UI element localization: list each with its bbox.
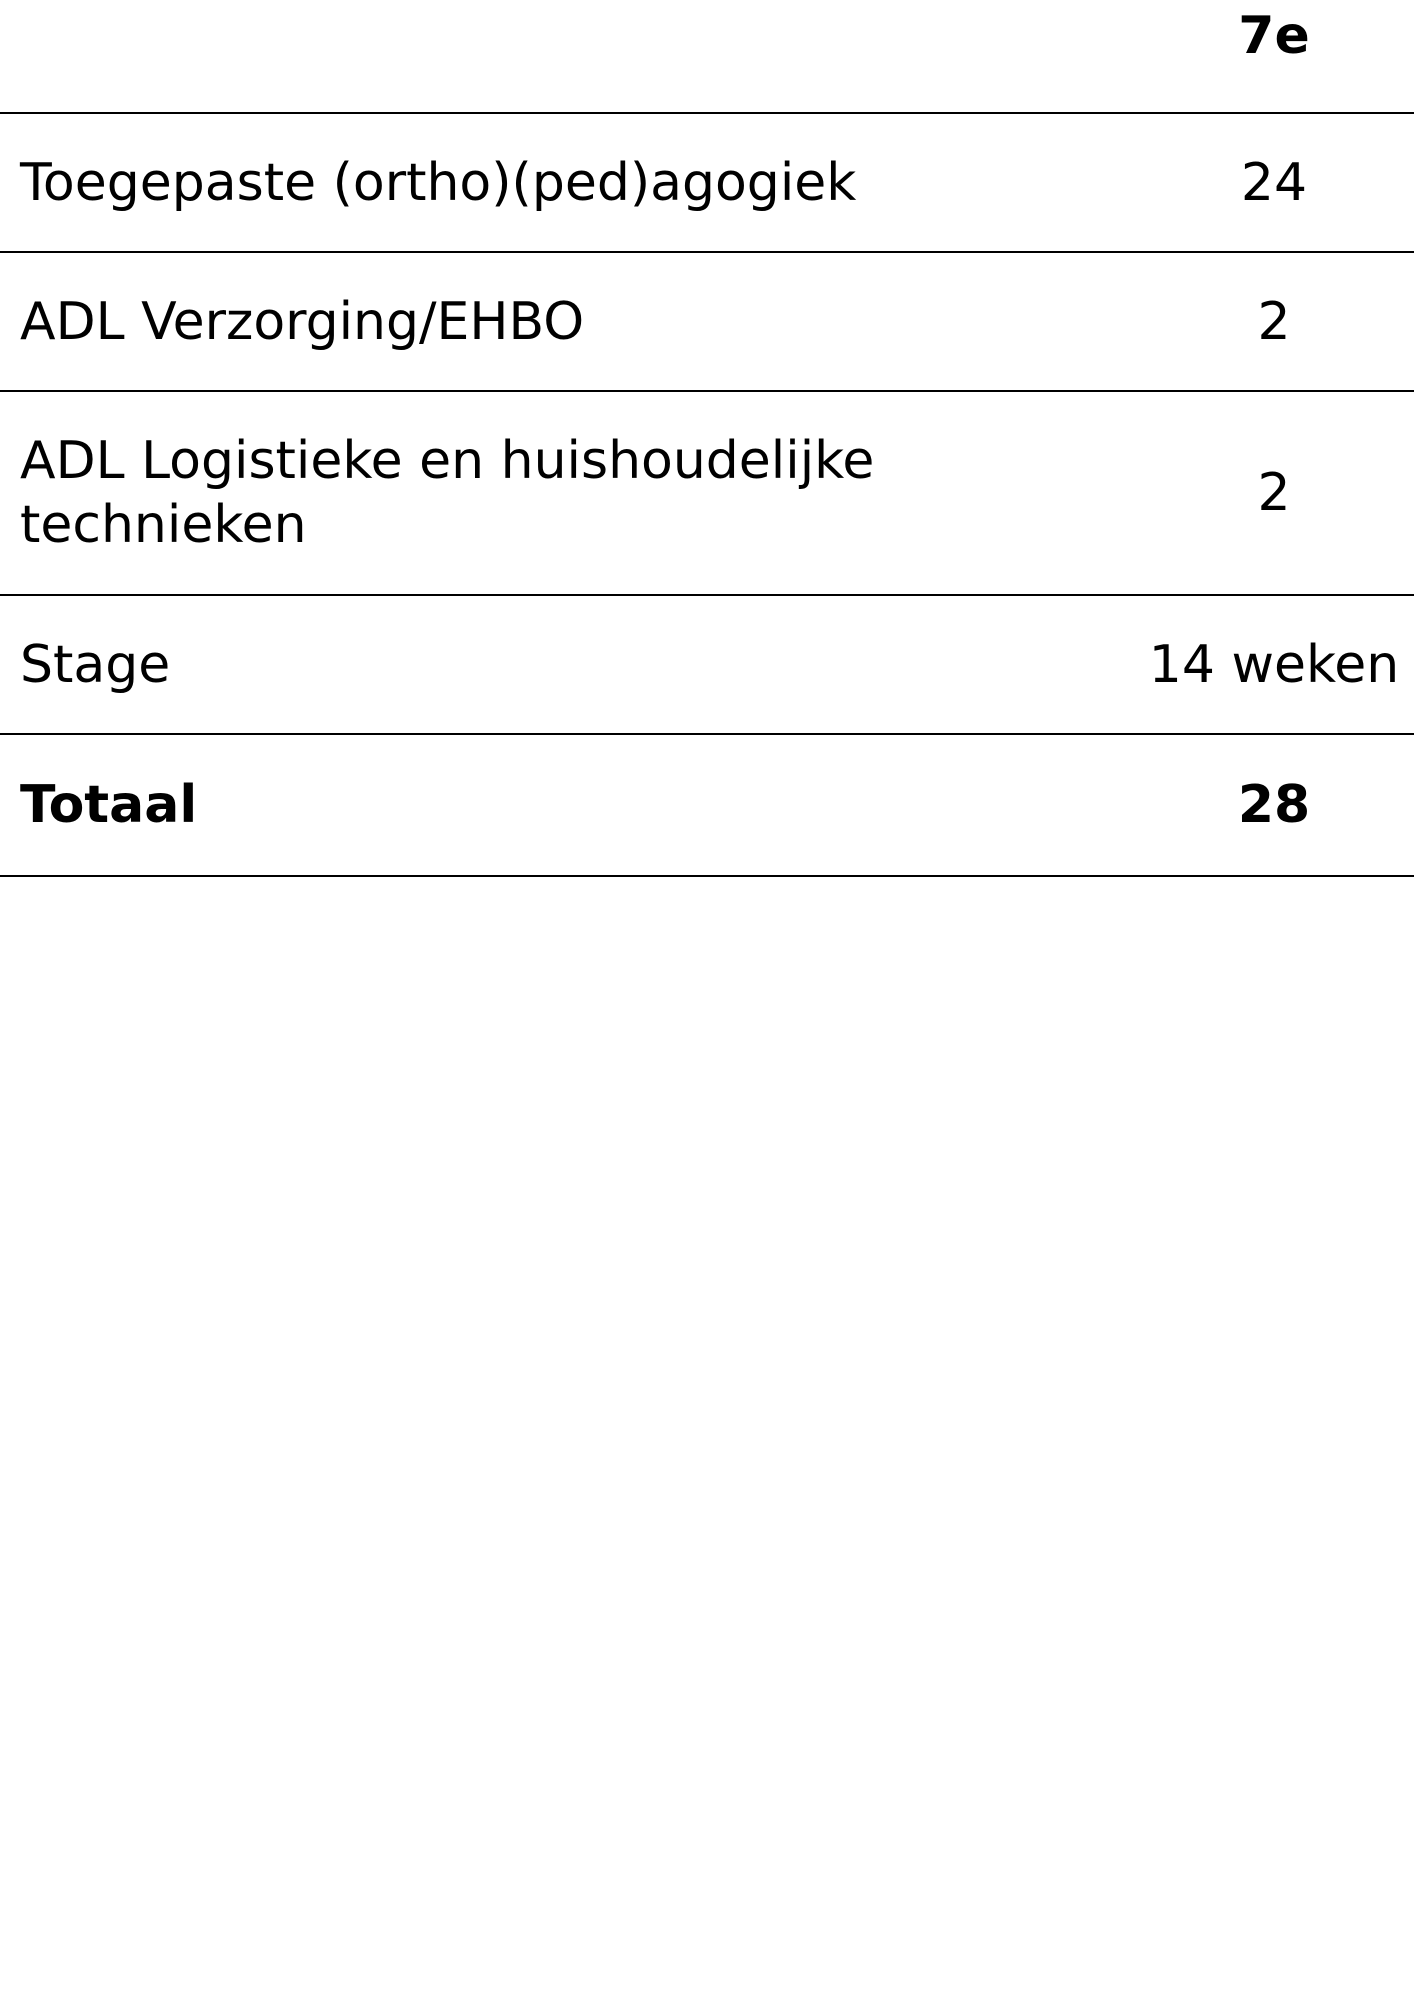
table-row (0, 252, 1414, 391)
subject-cell: ADL Logistieke en huishoudelijke technieken (0, 391, 1134, 595)
header-subject-cell (0, 0, 1134, 113)
table-total-row (0, 734, 1414, 876)
hours-cell: 2 (1134, 391, 1414, 595)
table-row (0, 391, 1414, 595)
hours-table (0, 0, 1414, 877)
total-label-cell: Totaal (0, 734, 1134, 876)
total-value-cell: 28 (1134, 734, 1414, 876)
subject-cell: Toegepaste (ortho)(ped)agogiek (0, 113, 1134, 252)
table-row (0, 595, 1414, 734)
table-row (0, 113, 1414, 252)
table-header-row (0, 0, 1414, 113)
hours-cell: 24 (1134, 113, 1414, 252)
header-grade-cell: 7e (1134, 0, 1414, 113)
hours-cell: 14 weken (1134, 595, 1414, 734)
subject-cell: ADL Verzorging/EHBO (0, 252, 1134, 391)
subject-cell: Stage (0, 595, 1134, 734)
hours-cell: 2 (1134, 252, 1414, 391)
